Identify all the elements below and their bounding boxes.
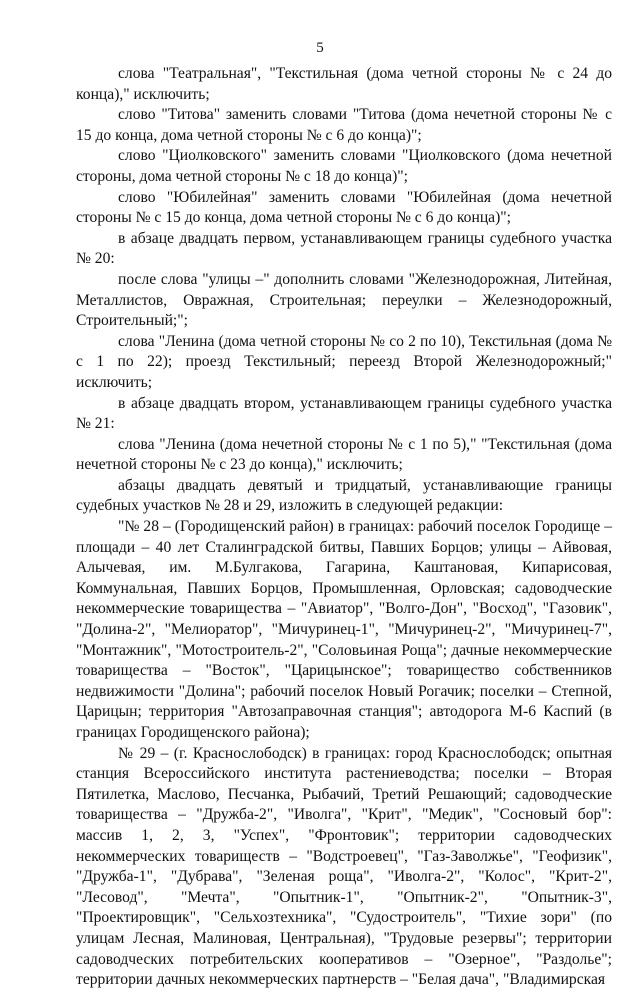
paragraph-district-29: № 29 – (г. Краснослободск) в границах: город Краснослободск; опытная станция Всероссийского института растениеводства; поселки – Вторая Пятилетка, Маслово, Песчанка, Рыбачий, Третий Решающий; садоводческие товарищества – "Дружба-2", "Иволга", "Крит", "Медик", "Сосновый бор": массив 1, 2, 3, "Успех", "Фронтовик"; территории садоводческих некоммерческих товариществ – "Водстроевец", "Газ-Заволжье", "Геофизик", "Дружба-1", "Дубрава", "Зеленая роща", "Иволга-2", "Колос", "Крит-2", "Лесовод", "Мечта", "Опытник-1", "Опытник-2", "Опытник-3", "Проектировщик", "Сельхозтехника", "Судостроитель", "Тихие зори" (по улицам Лесная, Малиновая, Центральная), "Трудовые резервы"; территории садоводческих потребительских кооперативов – "Озерное", "Раздолье"; территории дачных некоммерческих партнерств – "Белая дача", "Владимирская <box>76 744 612 989</box>
page-number: 5 <box>316 40 324 56</box>
paragraph: слова "Ленина (дома нечетной стороны № с 1 по 5)," "Текстильная (дома нечетной стороны № с 23 до конца)," исключить; <box>76 435 612 474</box>
paragraph: в абзаце двадцать первом, устанавливающем границы судебного участка № 20: <box>76 229 612 268</box>
document-body <box>76 64 612 991</box>
paragraph: после слова "улицы –" дополнить словами "Железнодорожная, Литейная, Металлистов, Овражная, Строительная; переулки – Железнодорожный, Строительный;"; <box>76 270 612 330</box>
paragraph: абзацы двадцать девятый и тридцатый, устанавливающие границы судебных участков № 28 и 29, изложить в следующей редакции: <box>76 476 612 515</box>
paragraph: слово "Титова" заменить словами "Титова (дома нечетной стороны № с 15 до конца, дома четной стороны № с 6 до конца)"; <box>76 106 612 144</box>
paragraph: в абзаце двадцать втором, устанавливающем границы судебного участка № 21: <box>76 394 612 433</box>
paragraph: слово "Юбилейная" заменить словами "Юбилейная (дома нечетной стороны № с 15 до конца, дома четной стороны № с 6 до конца)"; <box>76 188 612 227</box>
paragraph: слова "Театральная", "Текстильная (дома четной стороны № с 24 до конца)," исключить; <box>76 65 612 103</box>
paragraph: слово "Циолковского" заменить словами "Циолковского (дома нечетной стороны, дома четной стороны № с 18 до конца)"; <box>76 147 612 185</box>
paragraph: слова "Ленина (дома четной стороны № со 2 по 10), Текстильная (дома № с 1 по 22); проезд Текстильный; переезд Второй Железнодорожный;" исключить; <box>76 332 612 391</box>
paragraph-district-28: "№ 28 – (Городищенский район) в границах: рабочий поселок Городище – площади – 40 лет Сталинградской битвы, Павших Борцов; улицы – Айвовая, Алычевая, им. М.Булгакова, Гагарина, Каштановая, Кипарисовая, Коммунальная, Павших Борцов, Промышленная, Орловская; садоводческие некоммерческие товарищества – "Авиатор", "Волго-Дон", "Восход", "Газовик", "Долина-2", "Мелиоратор", "Мичуринец-1", "Мичуринец-2", "Мичуринец-7", "Монтажник", "Мотостроитель-2", "Соловьиная Роща"; дачные некоммерческие товарищества – "Восток", "Царицынское"; товарищество собственников недвижимости "Долина"; рабочий поселок Новый Рогачик; поселки – Степной, Царицын; территория "Автозаправочная станция"; автодорога М-6 Каспий (в границах Городищенского района); <box>76 518 612 741</box>
